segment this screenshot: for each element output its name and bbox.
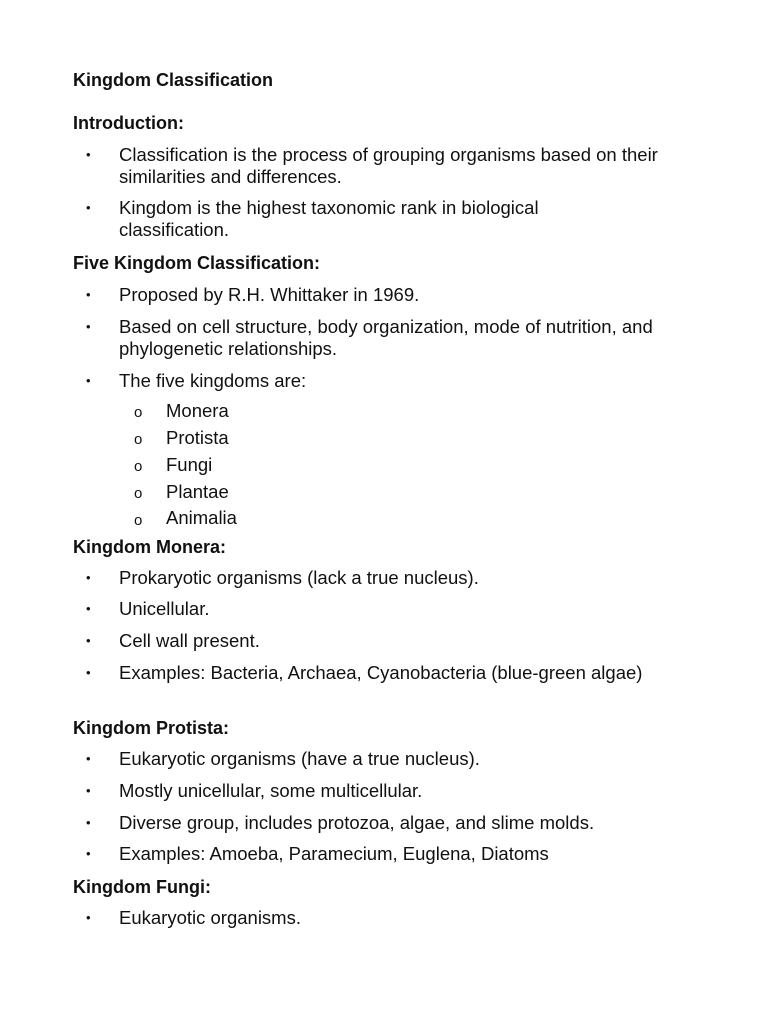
list-item: Proposed by R.H. Whittaker in 1969. [119, 284, 420, 305]
bullet-icon: • [86, 783, 91, 798]
list-item: Eukaryotic organisms (have a true nucleus). [119, 748, 480, 769]
sub-list-item: Fungi [166, 454, 213, 475]
list-item: Diverse group, includes protozoa, algae, and slime molds. [119, 812, 595, 833]
bullet-icon: • [86, 751, 91, 766]
sub-list-item: Monera [166, 400, 229, 421]
bullet-icon: • [86, 570, 91, 585]
bullet-icon: • [86, 601, 91, 616]
heading-five-kingdom: Five Kingdom Classification: [73, 253, 321, 273]
bullet-icon: • [86, 147, 91, 162]
bullet-icon: • [86, 287, 91, 302]
heading-fungi: Kingdom Fungi: [73, 877, 211, 897]
list-item: Examples: Bacteria, Archaea, Cyanobacteria (blue-green algae) [119, 662, 643, 683]
bullet-icon: • [86, 319, 91, 334]
sub-bullet-icon: o [134, 485, 143, 502]
list-item: Based on cell structure, body organization, mode of nutrition, and phylogenetic relationships. [119, 316, 653, 359]
bullet-icon: • [86, 373, 91, 388]
bullet-icon: • [86, 633, 91, 648]
bullet-icon: • [86, 846, 91, 861]
bullet-icon: • [86, 665, 91, 680]
bullet-icon: • [86, 815, 91, 830]
list-item: Unicellular. [119, 598, 210, 619]
bullet-icon: • [86, 200, 91, 215]
sub-bullet-icon: o [134, 431, 143, 448]
document-title: Kingdom Classification [73, 70, 274, 90]
sub-list-item: Plantae [166, 481, 229, 502]
list-item: Classification is the process of grouping organisms based on their similarities and differences. [119, 144, 658, 187]
sub-list-item: Animalia [166, 507, 237, 528]
list-item: The five kingdoms are: [119, 370, 307, 391]
list-item: Kingdom is the highest taxonomic rank in biological classification. [119, 197, 539, 240]
heading-introduction: Introduction: [73, 113, 184, 133]
heading-protista: Kingdom Protista: [73, 718, 229, 738]
sub-list-item: Protista [166, 427, 229, 448]
list-item: Eukaryotic organisms. [119, 907, 301, 928]
sub-bullet-icon: o [134, 404, 143, 421]
list-item: Prokaryotic organisms (lack a true nucleus). [119, 567, 479, 588]
list-item: Cell wall present. [119, 630, 260, 651]
sub-bullet-icon: o [134, 458, 143, 475]
sub-bullet-icon: o [134, 512, 143, 529]
heading-monera: Kingdom Monera: [73, 537, 226, 557]
list-item: Mostly unicellular, some multicellular. [119, 780, 423, 801]
bullet-icon: • [86, 910, 91, 925]
list-item: Examples: Amoeba, Paramecium, Euglena, Diatoms [119, 843, 549, 864]
